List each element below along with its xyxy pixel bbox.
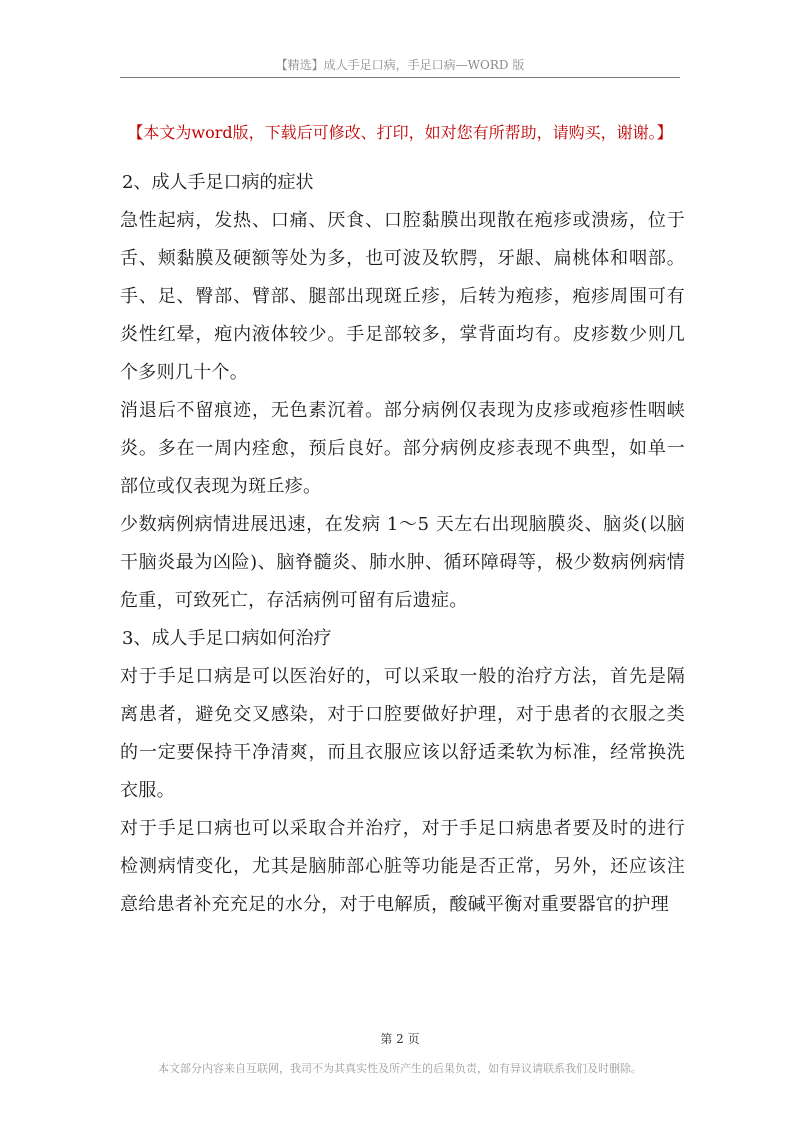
purchase-notice: 【本文为word版，下载后可修改、打印，如对您有所帮助，请购买，谢谢。】 [127, 123, 673, 142]
paragraph: 对于手足口病也可以采取合并治疗，对于手足口病患者要及时的进行检测病情变化，尤其是脑肺部心脏等功能是否正常，另外，还应该注意给患者补充充足的水分，对于电解质，酸碱平衡对重要器官的护理 [120, 818, 685, 915]
page-number: 第 2 页 [380, 1032, 420, 1046]
header-divider [120, 77, 680, 78]
disclaimer: 本文部分内容来自互联网，我司不为其真实性及所产生的后果负责，如有异议请联系我们及时删除。 [158, 1062, 642, 1075]
paragraph: 对于手足口病是可以医治好的，可以采取一般的治疗方法，首先是隔离患者，避免交叉感染，对于口腔要做好护理，对于患者的衣服之类的一定要保持干净清爽，而且衣服应该以舒适柔软为标准，经常换洗衣服。 [120, 666, 685, 801]
paragraph: 消退后不留痕迹，无色素沉着。部分病例仅表现为皮疹或疱疹性咽峡炎。多在一周内痊愈，预后良好。部分病例皮疹表现不典型，如单一部位或仅表现为斑丘疹。 [120, 400, 685, 497]
section-heading-treatment: 3、成人手足口病如何治疗 [122, 628, 332, 649]
paragraph: 少数病例病情进展迅速，在发病 1～5 天左右出现脑膜炎、脑炎(以脑干脑炎最为凶险)、脑脊髓炎、肺水肿、循环障碍等，极少数病例病情危重，可致死亡，存活病例可留有后遗症。 [120, 514, 685, 611]
section-heading-symptoms: 2、成人手足口病的症状 [122, 172, 314, 193]
paragraph: 急性起病，发热、口痛、厌食、口腔黏膜出现散在疱疹或溃疡，位于舌、颊黏膜及硬额等处为多，也可波及软腭，牙龈、扁桃体和咽部。手、足、臀部、臂部、腿部出现斑丘疹，后转为疱疹，疱疹周围可有炎性红晕，疱内液体较少。手足部较多，掌背面均有。皮疹数少则几个多则几十个。 [120, 210, 685, 383]
document-body [120, 164, 685, 924]
page-header: 【精选】成人手足口病，手足口病—WORD 版 [275, 58, 525, 72]
